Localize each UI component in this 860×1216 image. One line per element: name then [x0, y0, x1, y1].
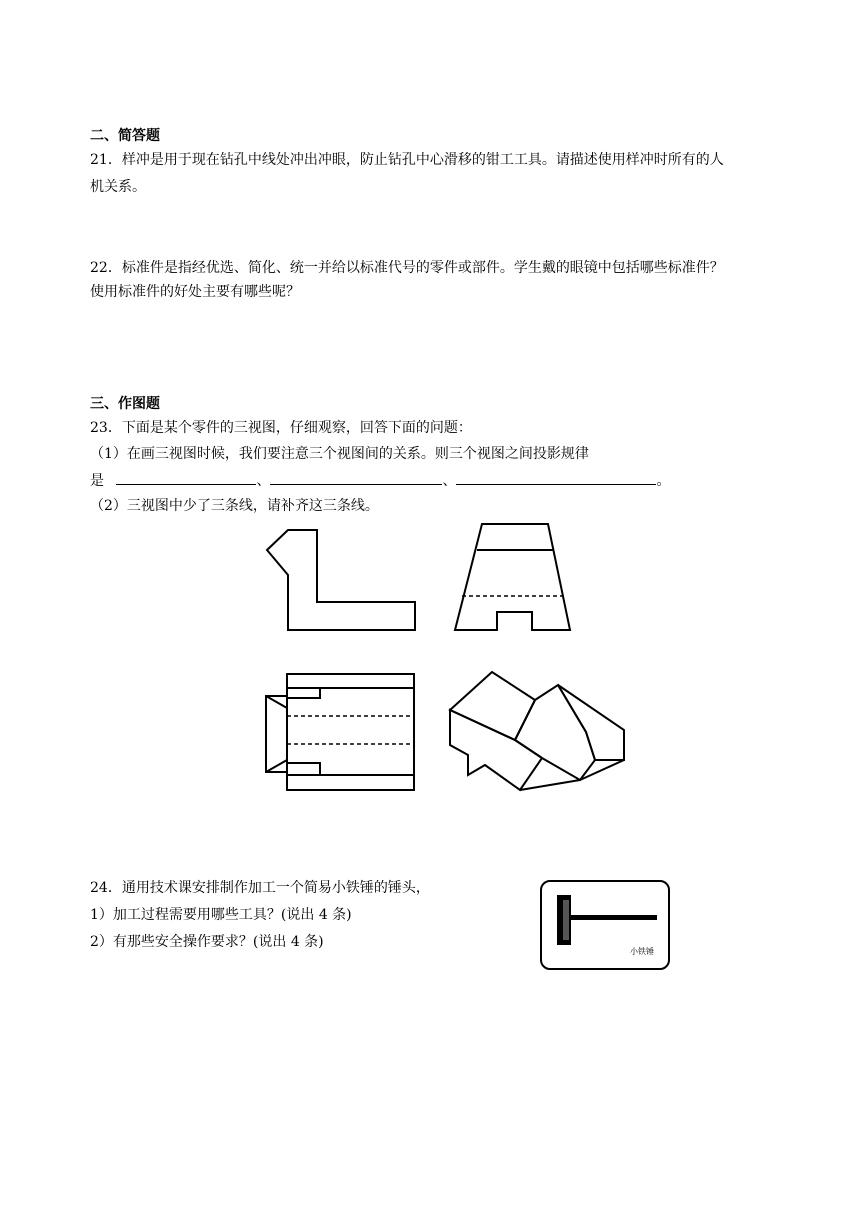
answer-blank-3[interactable] [456, 470, 656, 485]
blank-separator-1: 、 [256, 473, 271, 489]
hammer-head-shade [563, 900, 569, 940]
question-23-part-2-text: （2）三视图中少了三条线，请补齐这三条线。 [90, 498, 379, 514]
blank-separator-2: 、 [442, 473, 457, 489]
answer-blank-2[interactable] [270, 470, 442, 485]
question-21-line-2: 机关系。 [90, 179, 146, 195]
top-view-left-block [266, 696, 287, 772]
question-24-item-2: 2）有那些安全操作要求？(说出 4 条) [90, 934, 324, 950]
answer-prefix: 是 [90, 473, 104, 489]
question-24-intro: 24．通用技术课安排制作加工一个简易小铁锤的锤头， [90, 880, 430, 896]
iso-base-edge [520, 780, 580, 790]
top-view-step-upper [287, 688, 320, 698]
section-2-title: 二、简答题 [90, 128, 160, 144]
question-23-part-1-text: （1）在画三视图时候，我们要注意三个视图间的关系。则三个视图之间投影规律 [90, 446, 589, 462]
top-view-step-lower [287, 763, 320, 775]
question-24-item-1: 1）加工过程需要用哪些工具？(说出 4 条) [90, 907, 352, 923]
question-23-intro: 23．下面是某个零件的三视图，仔细观察，回答下面的问题： [90, 420, 472, 436]
side-view-outline [455, 524, 570, 630]
hammer-image [545, 890, 665, 950]
front-view-drawing [260, 520, 430, 635]
iso-right-block [558, 685, 624, 760]
isometric-view-drawing [440, 660, 630, 795]
top-view-slant-upper [266, 696, 287, 708]
iso-center-face [515, 685, 595, 780]
answer-blank-1[interactable] [116, 470, 256, 485]
question-22-line-2: 使用标准件的好处主要有哪些呢？ [90, 284, 300, 300]
hammer-handle [571, 915, 657, 920]
question-22-line-1: 22．标准件是指经优选、简化、统一并给以标准代号的零件或部件。学生戴的眼镜中包括哪些标准件？ [90, 260, 724, 276]
top-view-outline [287, 674, 414, 790]
front-view-outline [267, 530, 415, 630]
top-view-slant-lower [266, 760, 287, 772]
hammer-caption: 小铁锤 [630, 947, 654, 956]
sentence-end: 。 [656, 473, 671, 489]
question-21-line-1: 21．样冲是用于现在钻孔中线处冲出冲眼，防止钻孔中心滑移的钳工工具。请描述使用样冲时所有的人 [90, 152, 724, 168]
question-23-blanks-row [90, 470, 670, 491]
top-view-drawing [260, 668, 420, 793]
section-3-title: 三、作图题 [90, 396, 160, 412]
iso-front-face [450, 710, 542, 790]
side-view-drawing [450, 520, 580, 635]
